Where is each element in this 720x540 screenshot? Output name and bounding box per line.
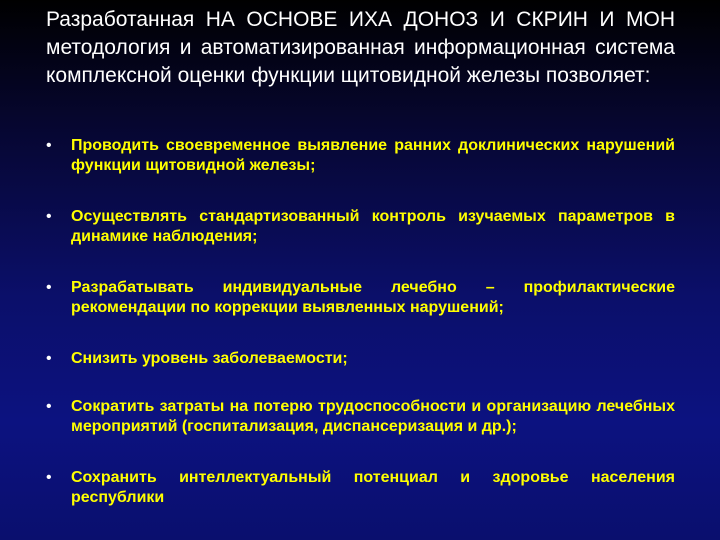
- bullet-text: Сохранить интеллектуальный потенциал и здоровье населения республики: [71, 469, 675, 506]
- list-item: [46, 207, 675, 247]
- bullet-text: Разрабатывать индивидуальные лечебно – профилактические рекомендации по коррекции выявленных нарушений;: [71, 279, 675, 316]
- bullet-text: Сократить затраты на потерю трудоспособности и организацию лечебных мероприятий (госпитализация, диспансеризация и др.);: [71, 398, 675, 435]
- list-item: [46, 278, 675, 318]
- bullet-marker: •: [46, 208, 52, 225]
- bullet-list: [46, 136, 675, 508]
- bullet-text: Проводить своевременное выявление ранних доклинических нарушений функции щитовидной железы;: [71, 137, 675, 174]
- bullet-text: Снизить уровень заболеваемости;: [71, 350, 348, 367]
- list-item: [46, 349, 675, 369]
- bullet-marker: •: [46, 279, 52, 296]
- list-item: [46, 397, 675, 437]
- bullet-text: Осуществлять стандартизованный контроль изучаемых параметров в динамике наблюдения;: [71, 208, 675, 245]
- bullet-marker: •: [46, 398, 52, 415]
- bullet-marker: •: [46, 350, 52, 367]
- bullet-marker: •: [46, 469, 52, 486]
- list-item: [46, 136, 675, 176]
- slide-title: Разработанная НА ОСНОВЕ ИХА ДОНОЗ И СКРИН И МОН методология и автоматизированная информационная система комплексной оценки функции щитовидной железы позволяет:: [46, 8, 675, 87]
- bullet-marker: •: [46, 137, 52, 154]
- list-item: [46, 468, 675, 508]
